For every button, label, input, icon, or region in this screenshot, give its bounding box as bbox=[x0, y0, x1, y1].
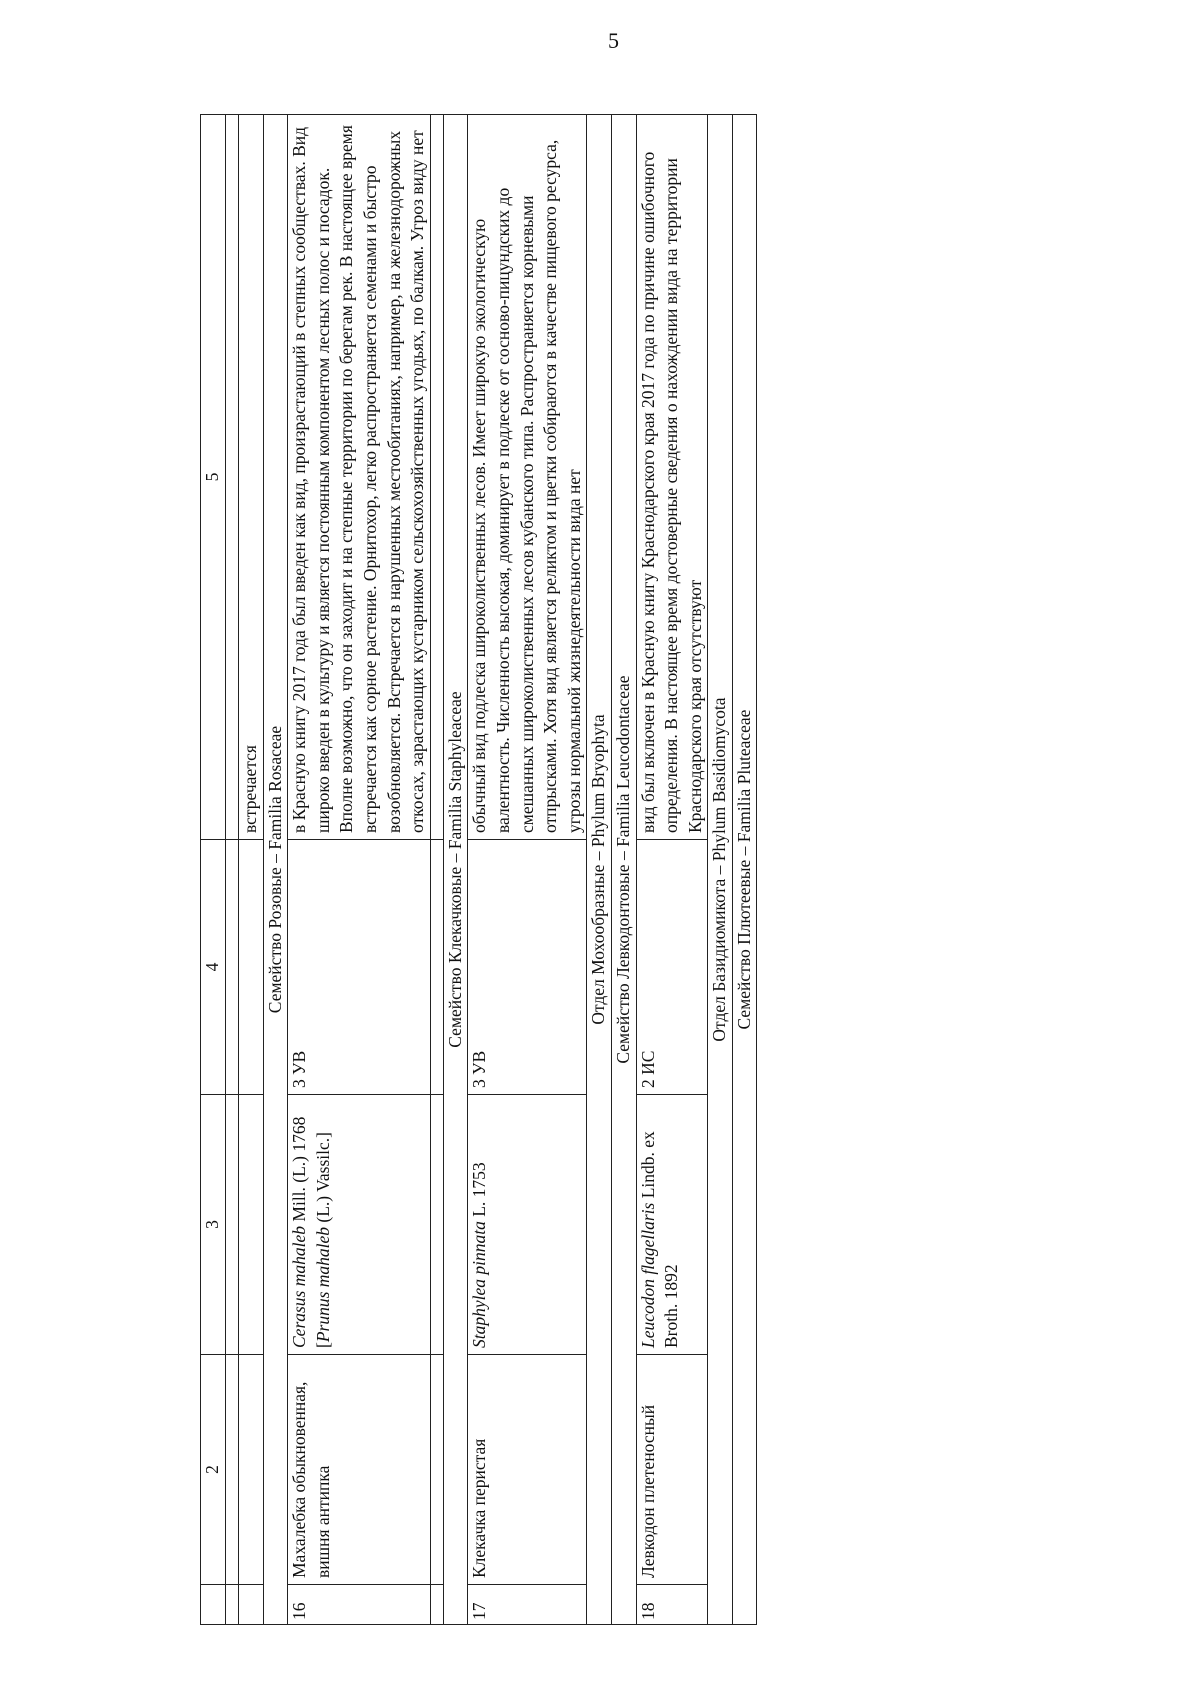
table-row bbox=[239, 115, 264, 1625]
phylum-bryophyta: Отдел Мохообразные – Phylum Bryophyta bbox=[587, 115, 612, 1625]
species-table bbox=[200, 114, 757, 1625]
common-name: Левкодон плетеносный bbox=[636, 1355, 708, 1585]
note: в Красную книгу 2017 года был введен как вид, произрастающий в степных сообществах. Вид широко введен в культуру и является постоянным компонентом лесных полос и посадок. Вполне возможно, что он заходит и на степные территории по берегам рек. В настоящее время встречается как сорное растение. Орнитохор, легко распространяется семенами и быстро возобновляется. Встречается в нарушенных местообитаниях, например, на железнодорожных откосах, зарастающих кустарником сельскохозяйственных угодьях, по балкам. Угроз виду нет bbox=[288, 115, 431, 840]
family-leucodontaceae: Семейство Левкодонтовые – Familia Leucodontaceae bbox=[611, 115, 636, 1625]
family-rosaceae: Семейство Розовые – Familia Rosaceae bbox=[263, 115, 288, 1625]
rotated-table-wrapper bbox=[200, 115, 1040, 1625]
latin-name: Staphylea pinnata L. 1753 bbox=[468, 1095, 587, 1355]
category: 2 ИС bbox=[636, 840, 708, 1095]
family-row bbox=[587, 115, 612, 1625]
family-pluteaceae: Семейство Плютеевые – Familia Pluteaceae bbox=[732, 115, 757, 1625]
table-row bbox=[288, 115, 431, 1625]
continued-text: встречается bbox=[239, 115, 264, 840]
common-name: Махалебка обыкновенная, вишня антипка bbox=[288, 1355, 431, 1585]
latin-name: Leucodon flagellaris Lindb. ex Broth. 1892 bbox=[636, 1095, 708, 1355]
table-row bbox=[226, 115, 239, 1625]
table-row bbox=[636, 115, 708, 1625]
category: 3 УВ bbox=[288, 840, 431, 1095]
header-cell-2: 2 bbox=[201, 1355, 226, 1585]
family-staphyleaceae: Семейство Клекачковые – Familia Staphyleaceae bbox=[443, 115, 468, 1625]
category: 3 УВ bbox=[468, 840, 587, 1095]
family-row bbox=[263, 115, 288, 1625]
note: обычный вид подлеска широколиственных лесов. Имеет широкую экологическую валентность. Численность высокая, доминирует в подлеске от сосново-пицундских до смешанных широколиственных лесов кубанского типа. Распространяется корневыми отпрысками. Хотя вид является реликтом и цветки собираются в качестве пищевого ресурса, угрозы нормальной жизнедеятельности вида нет bbox=[468, 115, 587, 840]
page-number: 5 bbox=[608, 28, 619, 53]
header-cell-3: 3 bbox=[201, 1095, 226, 1355]
header-row bbox=[201, 115, 226, 1625]
row-number: 17 bbox=[468, 1585, 587, 1625]
family-row bbox=[732, 115, 757, 1625]
phylum-basidiomycota: Отдел Базидиомикота – Phylum Basidiomycota bbox=[708, 115, 733, 1625]
row-number: 16 bbox=[288, 1585, 431, 1625]
header-cell-5: 5 bbox=[201, 115, 226, 840]
family-row bbox=[611, 115, 636, 1625]
latin-name: Cerasus mahaleb Mill. (L.) 1768 [Prunus mahaleb (L.) Vassilc.] bbox=[288, 1095, 431, 1355]
table-row bbox=[430, 115, 443, 1625]
common-name: Клекачка перистая bbox=[468, 1355, 587, 1585]
note: вид был включен в Красную книгу Краснодарского края 2017 года по причине ошибочного определения. В настоящее время достоверные сведения о нахождении вида на территории Краснодарского края отсутствуют bbox=[636, 115, 708, 840]
table-row bbox=[468, 115, 587, 1625]
header-cell-4: 4 bbox=[201, 840, 226, 1095]
row-number: 18 bbox=[636, 1585, 708, 1625]
family-row bbox=[443, 115, 468, 1625]
header-cell-1 bbox=[201, 1585, 226, 1625]
family-row bbox=[708, 115, 733, 1625]
